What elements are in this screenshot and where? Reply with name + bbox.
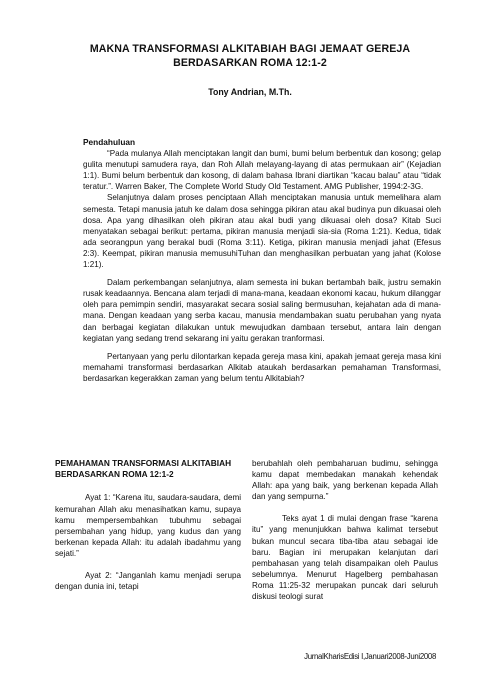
verse-2-continuation: berubahlah oleh pembaharuan budimu, sehingga kamu dapat membedakan manakah kehendak Allah: apa yang baik, yang berkenan kepada Allah dan yang sempurna.” — [252, 459, 438, 502]
right-column — [252, 458, 438, 602]
article-author: Tony Andrian, M.Th. — [208, 87, 292, 97]
verse-2-paragraph: Ayat 2: “Janganlah kamu menjadi serupa dengan dunia ini, tetapi — [55, 570, 241, 592]
intro-paragraph: Dalam perkembangan selanjutnya, alam semesta ini bukan bertambah baik, justru semakin rusak keadaannya. Bencana alam terjadi di mana-mana, keadaan ekonomi kacau, hukum dilanggar oleh para pemimpin sendiri, masyarakat secara sosial saling bermusuhan, kejahatan ada di mana-mana. Dengan keadaan yang serba kacau, manusia mendambakan suatu perubahan yang nyata dan berbagai kegiatan dilakukan untuk mewujudkan dambaan tersebut, antara lain dengan kegiatan yang sedang trend sekarang ini yaitu gerakan tranformasi. — [83, 278, 441, 343]
introduction-section — [83, 137, 441, 384]
commentary-paragraph: Teks ayat 1 di mulai dengan frase “karena itu” yang menunjukkan bahwa kalimat tersebut bukan muncul secara tiba-tiba atau sebagai ide baru. Bagian ini merupakan kelanjutan dari pembahasan yang telah disampaikan oleh Paulus sebelumnya. Menurut Hagelberg pembahasan Roma 11:25-32 merupakan puncak dari seluruh diskusi teologi surat — [252, 514, 438, 602]
journal-footer: JurnalKharisEdisi I,Januari2008-Juni2008 — [304, 652, 436, 661]
intro-heading: Pendahuluan — [83, 137, 136, 147]
intro-paragraph: Selanjutnya dalam proses penciptaan Allah menciptakan manusia untuk memelihara alam semesta. Tetapi manusia jatuh ke dalam dosa sehingga pikiran atau akal budinya pun dikuasai oleh dosa. Apa yang dihasilkan oleh pikiran atau akal budi yang dikuasai oleh dosa? Kitab Suci menyatakan sebagai berikut: pertama, pikiran manusia menjadi sia-sia (Roma 1:21). Kedua, tidak ada seorangpun yang berakal budi (Roma 3:11). Ketiga, pikiran manusia menjadi jahat (Efesus 2:3). Keempat, pikiran manusia memusuhiTuhan dan menghasilkan perbuatan yang jahat (Kolose 1:21). — [83, 193, 441, 270]
left-column — [55, 458, 241, 592]
section-heading: PEMAHAMAN TRANSFORMASI ALKITABIAH BERDASARKAN ROMA 12:1-2 — [55, 458, 232, 480]
intro-paragraph: Pertanyaan yang perlu dilontarkan kepada gereja masa kini, apakah jemaat gereja masa kini memahami transformasi berdasarkan Alkitab ataukah berdasarkan pemahaman Transformasi, berdasarkan kegerakkan zaman yang belum tentu Alkitabiah? — [83, 351, 441, 383]
intro-paragraph: “Pada mulanya Allah menciptakan langit dan bumi, bumi belum berbentuk dan kosong; gelap gulita menutupi samudera raya, dan Roh Allah melayang-layang di atas permukaan air” (Kejadian 1:1). Bumi belum berbentuk dan kosong, di dalam bahasa Ibrani diartikan “kacau balau” atau “tidak teratur.”. Warren Baker, The Complete World Study Old Testament. AMG Publisher, 1994:2-3G. — [83, 149, 441, 192]
verse-1-paragraph: Ayat 1: “Karena itu, saudara-saudara, demi kemurahan Allah aku menasihatkan kamu, supaya kamu mempersembahkan tubuhmu sebagai persembahan yang hidup, yang kudus dan yang berkenan kepada Allah: itu adalah ibadahmu yang sejati.” — [55, 493, 241, 558]
article-title: MAKNA TRANSFORMASI ALKITABIAH BAGI JEMAAT GEREJA BERDASARKAN ROMA 12:1-2 — [89, 43, 411, 69]
